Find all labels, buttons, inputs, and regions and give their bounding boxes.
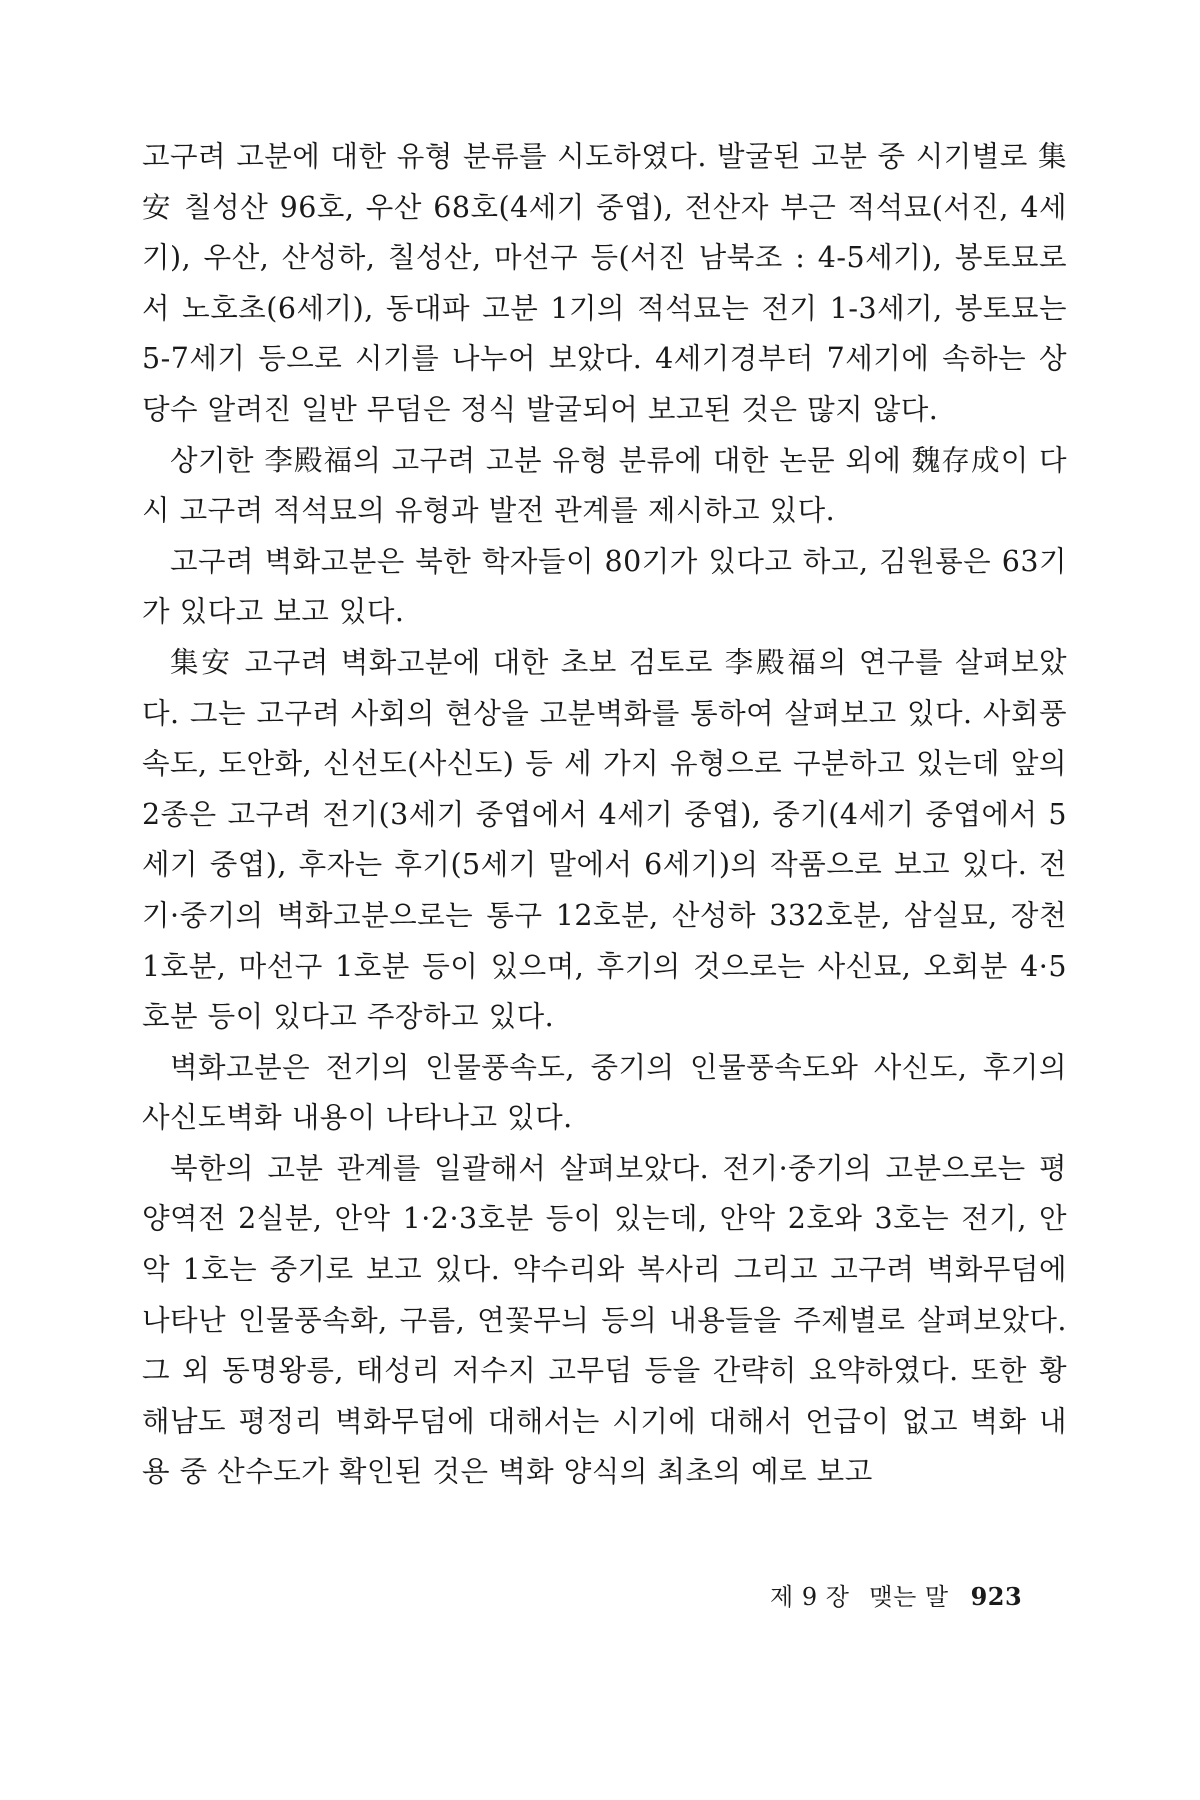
paragraph-4: 集安 고구려 벽화고분에 대한 초보 검토로 李殿福의 연구를 살펴보았다. 그는 고구려 사회의 현상을 고분벽화를 통하여 살펴보고 있다. 사회풍속도, 도안화, 신선도(사신도) 등 세 가지 유형으로 구분하고 있는데 앞의 2종은 고구려 전기(3세기 중엽에서 4세기 중엽), 중기(4세기 중엽에서 5세기 중엽), 후자는 후기(5세기 말에서 6세기)의 작품으로 보고 있다. 전기·중기의 벽화고분으로는 통구 12호분, 산성하 332호분, 삼실묘, 장천 1호분, 마선구 1호분 등이 있으며, 후기의 것으로는 사신묘, 오회분 4·5호분 등이 있다고 주장하고 있다. xyxy=(142,645,1067,1034)
paragraph-3: 고구려 벽화고분은 북한 학자들이 80기가 있다고 하고, 김원룡은 63기가 있다고 보고 있다. xyxy=(142,544,1067,629)
footer-chapter: 제 9 장 xyxy=(770,1583,850,1611)
paragraph-5: 벽화고분은 전기의 인물풍속도, 중기의 인물풍속도와 사신도, 후기의 사신도벽화 내용이 나타나고 있다. xyxy=(142,1050,1067,1135)
paragraph-6: 북한의 고분 관계를 일괄해서 살펴보았다. 전기·중기의 고분으로는 평양역전 2실분, 안악 1·2·3호분 등이 있는데, 안악 2호와 3호는 전기, 안악 1호는 중기로 보고 있다. 약수리와 복사리 그리고 고구려 벽화무덤에 나타난 인물풍속화, 구름, 연꽃무늬 등의 내용들을 주제별로 살펴보았다. 그 외 동명왕릉, 태성리 저수지 고무덤 등을 간략히 요약하였다. 또한 황해남도 평정리 벽화무덤에 대해서는 시기에 대해서 언급이 없고 벽화 내용 중 산수도가 확인된 것은 벽화 양식의 최초의 예로 보고 xyxy=(142,1151,1067,1489)
page-number: 923 xyxy=(970,1582,1023,1611)
paragraph-1: 고구려 고분에 대한 유형 분류를 시도하였다. 발굴된 고분 중 시기별로 集安 칠성산 96호, 우산 68호(4세기 중엽), 전산자 부근 적석묘(서진, 4세기), 우산, 산성하, 칠성산, 마선구 등(서진 남북조 : 4-5세기), 봉토묘로서 노호초(6세기), 동대파 고분 1기의 적석묘는 전기 1-3세기, 봉토묘는 5-7세기 등으로 시기를 나누어 보았다. 4세기경부터 7세기에 속하는 상당수 알려진 일반 무덤은 정식 발굴되어 보고된 것은 많지 않다. xyxy=(142,140,1067,426)
paragraph-2: 상기한 李殿福의 고구려 고분 유형 분류에 대한 논문 외에 魏存成이 다시 고구려 적석묘의 유형과 발전 관계를 제시하고 있다. xyxy=(142,443,1067,528)
running-footer xyxy=(770,1582,1070,1612)
footer-title: 맺는 말 xyxy=(869,1583,949,1611)
page-body xyxy=(142,132,1067,1498)
